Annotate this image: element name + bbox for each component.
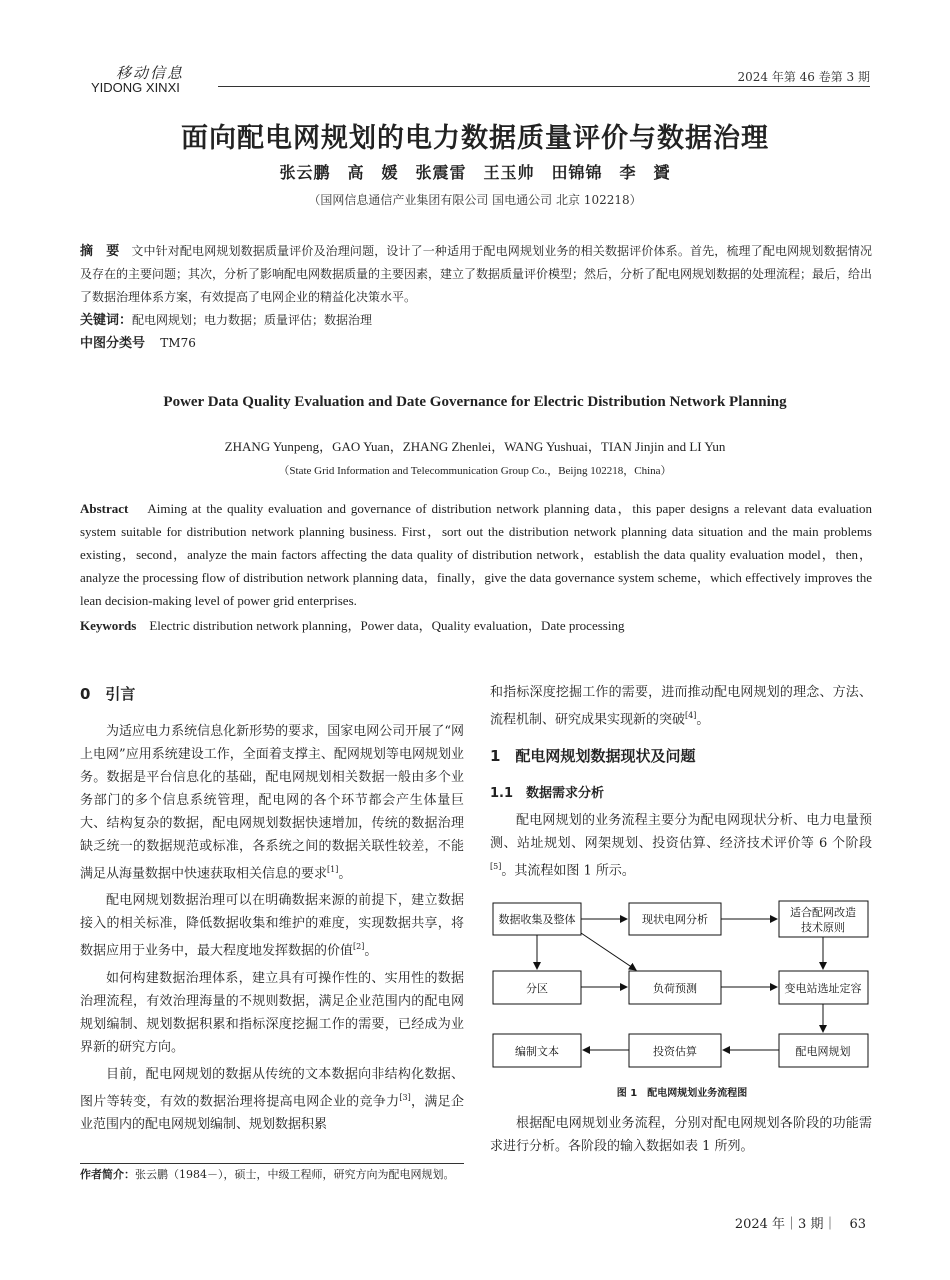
flow-label-status: 现状电网分析 [642, 913, 708, 926]
citation-3: [3] [399, 1092, 411, 1102]
paragraph-3: 如何构建数据治理体系，建立具有可操作性的、实用性的数据治理流程，有效治理海量的不规则数据，满足企业范围内的配电网规划编制、规划数据积累和指标深度挖掘工作的需要，已经成为业界新的研究方向。 [80, 970, 464, 1055]
header-rule [218, 86, 870, 87]
citation-1: [1] [327, 865, 339, 874]
paragraph-1: 为适应电力系统信息化新形势的要求，国家电网公司开展了“网上电网”应用系统建设工作，全面着支撑主、配网规划等电网规划业务。数据是平台信息化的基础，配电网规划相关数据一般由多个业务部门的多个信息系统管理，配电网的各个环节都会产生体量巨大、结构复杂的数据，配电网规划数据快速增加，传统的数据治理缺乏统一的数据规范或标准，各系统之间的数据关联性较差，不能满足从海量数据中快速获取相关信息的要求[1]。 [80, 724, 464, 882]
flow-label-substation: 变电站选址定容 [784, 982, 862, 995]
flow-label-plan: 配电网规划 [795, 1045, 851, 1058]
section-1-1-heading: 1.1 数据需求分析 [490, 786, 605, 802]
journal-name-cn: 移动信息 [116, 64, 185, 82]
footnote-label: 作者简介： [80, 1168, 135, 1181]
right-column-bottom [490, 1112, 872, 1162]
flow-label-invest: 投资估算 [653, 1045, 697, 1058]
abstract-cn-text: 文中针对配电网规划数据质量评价及治理问题，设计了一种适用于配电网规划业务的相关数据评价体系。首先，梳理了配电网规划数据情况及存在的主要问题；其次，分析了影响配电网数据质量的主要因素，建立了数据质量评价模型；然后，分析了配电网规划数据的处理流程；最后，给出了数据治理体系方案，有效提高了电网企业的精益化决策水平。 [80, 244, 873, 304]
affiliation-cn: （国网信息通信产业集团有限公司 国电通公司 北京 102218） [308, 193, 642, 207]
paragraph-4: 目前，配电网规划的数据从传统的文本数据向非结构化数据、图片等转变，有效的数据治理将提高电网企业的竞争力[3]，满足企业范围内的配电网规划编制、规划数据积累 [80, 1066, 464, 1132]
author-footnote [80, 1166, 455, 1182]
flow-label-principle-1: 适合配网改造 [790, 906, 856, 919]
paper-title-cn: 面向配电网规划的电力数据质量评价与数据治理 [181, 123, 769, 154]
figure-1-caption: 图 1 配电网规划业务流程图 [616, 1088, 748, 1099]
flow-label-text: 编制文本 [515, 1045, 559, 1058]
abstract-en-text: Aiming at the quality evaluation and governance of distribution network planning data，this paper designs a relevant data evaluation system suitable for distribution network planning business. First，sort out the distribution network planning data situation and the main problems existing，second，analyze the main factors affecting the data quality of distribution network，establish the data quality evaluation model，then，analyze the processing flow of distribution network planning data，finally，give the data governance system scheme，which effectively improves the lean decision-making level of power grid enterprises. [80, 501, 872, 608]
right-column [490, 681, 872, 887]
abstract-cn-block [80, 240, 872, 355]
citation-5: [5] [490, 862, 502, 872]
affiliation-en: （State Grid Information and Telecommunication Group Co.，Beijng 102218，China） [278, 465, 672, 477]
authors-cn: 张云鹏 高 媛 张震雷 王玉帅 田锦锦 李 贇 [279, 163, 671, 182]
citation-2: [2] [353, 942, 365, 952]
flow-label-collect: 数据收集及整体 [498, 913, 576, 926]
section-1-heading: 1 配电网规划数据现状及问题 [490, 747, 696, 766]
flow-label-principle-2: 技术原则 [801, 921, 845, 934]
footnote-text: 张云鹏（1984－），硕士，中级工程师，研究方向为配电网规划。 [135, 1168, 455, 1181]
paragraph-r3: 根据配电网规划业务流程，分别对配电网规划各阶段的功能需求进行分析。各阶段的输入数据如表 1 所列。 [490, 1116, 872, 1154]
paragraph-2: 配电网规划数据治理可以在明确数据来源的前提下，建立数据接入的相关标准，降低数据收集和维护的难度，实现数据共享，将数据应用于业务中，最大程度地发挥数据的价值[2]。 [80, 893, 464, 959]
keywords-en-label: Keywords [80, 618, 137, 633]
flow-label-load: 负荷预测 [653, 982, 697, 995]
clc-label: 中图分类号 [80, 336, 146, 351]
issue-info: 2024 年第 46 卷第 3 期 [737, 70, 870, 84]
abstract-en-block [80, 497, 872, 637]
clc-value: TM76 [160, 336, 196, 350]
keywords-cn-label: 关键词： [80, 313, 133, 328]
keywords-cn: 配电网规划；电力数据；质量评估；数据治理 [132, 313, 373, 327]
keywords-en: Electric distribution network planning，Power data，Quality evaluation，Date processing [149, 618, 625, 633]
flow-label-zone: 分区 [526, 982, 548, 995]
journal-name-en: YIDONG XINXI [91, 80, 180, 95]
figure-1-flowchart [486, 895, 876, 1075]
citation-4: [4] [685, 711, 697, 720]
page-footer: 2024 年｜3 期｜ 63 [734, 1217, 866, 1232]
paragraph-r1: 和指标深度挖掘工作的需要，进而推动配电网规划的理念、方法、流程机制、研究成果实现新的突破[4]。 [490, 685, 872, 728]
footnote-rule [80, 1163, 464, 1164]
left-column [80, 683, 464, 1140]
section-0-heading: 0 引言 [80, 685, 136, 703]
paragraph-r2: 配电网规划的业务流程主要分为配电网现状分析、电力电量预测、站址规划、网架规划、投资估算、经济技术评价等 6 个阶段[5]。其流程如图 1 所示。 [490, 813, 872, 879]
arrow-collect-load [581, 933, 636, 970]
abstract-en-label: Abstract [80, 501, 129, 516]
abstract-cn-label: 摘 要 [80, 244, 120, 259]
authors-en: ZHANG Yunpeng，GAO Yuan，ZHANG Zhenlei，WANG Yushuai，TIAN Jinjin and LI Yun [224, 439, 726, 454]
paper-title-en: Power Data Quality Evaluation and Date Governance for Electric Distribution Network Planning [163, 394, 787, 410]
